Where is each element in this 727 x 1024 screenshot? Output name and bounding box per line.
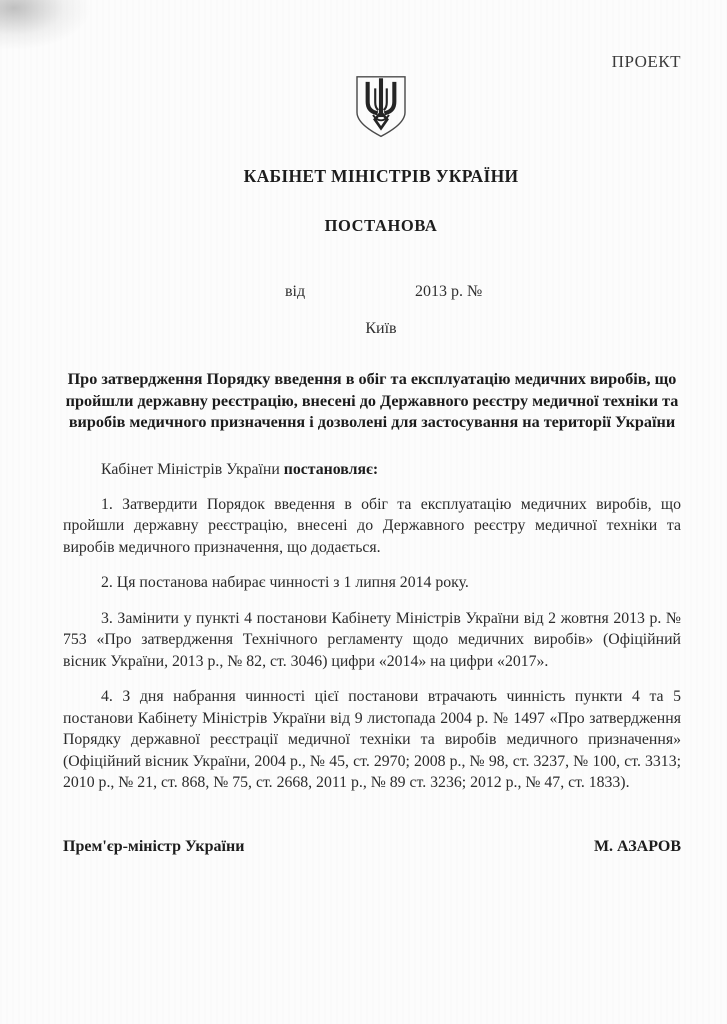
decree-paragraph-2: 2. Ця постанова набирає чинності з 1 липня 2014 року.: [101, 574, 469, 591]
preamble-lead: Кабінет Міністрів України: [101, 460, 284, 478]
issuer-name: КАБІНЕТ МІНІСТРІВ УКРАЇНИ: [243, 166, 519, 186]
date-line: [63, 283, 681, 303]
decree-paragraph-1: 1. Затвердити Порядок введення в обіг та експлуатацію медичних виробів, що пройшли державну реєстрацію, внесені до Державного реєстру медичної техніки та виробів медичного призначення, що додається.: [63, 495, 681, 556]
decree-title: Про затвердження Порядку введення в обіг та експлуатацію медичних виробів, що пройшли державну реєстрацію, внесені до Державного реєстру медичної техніки та виробів медичного призначення і дозволені для застосування на території України: [65, 370, 679, 431]
ukraine-trident-emblem: [352, 75, 410, 139]
city-label: Київ: [365, 320, 397, 337]
preamble: [63, 459, 681, 480]
signatory-position: Прем'єр-міністр України: [63, 837, 245, 855]
decree-paragraph-3: 3. Замінити у пункті 4 постанови Кабінету Міністрів України від 2 жовтня 2013 р. № 753 «Про затвердження Технічного регламенту щодо медичних виробів» (Офіційний вісник України, 2013 р., № 82, ст. 3046) цифри «2014» на цифри «2017».: [63, 609, 681, 670]
emblem-container: [63, 75, 681, 141]
preamble-verb: постановляє:: [283, 460, 379, 478]
decree-paragraph-4: 4. З дня набрання чинності цієї постанови втрачають чинність пункти 4 та 5 постанови Кабінету Міністрів України від 9 листопада 2004 р. № 1497 «Про затвердження Порядку державної реєстрації медичної техніки та виробів медичного призначення» (Офіційний вісник України, 2004 р., № 45, ст. 2970; 2008 р., № 98, ст. 3237, № 100, ст. 3313; 2010 р., № 21, ст. 868, № 75, ст. 2668, 2011 р., № 89 ст. 3236; 2012 р., № 47, ст. 1833).: [63, 688, 681, 791]
signatory-name: М. АЗАРОВ: [593, 837, 681, 855]
document-type: ПОСТАНОВА: [324, 216, 438, 235]
draft-label: ПРОЕКТ: [611, 52, 681, 71]
date-prefix: від: [285, 283, 306, 300]
signature-block: [63, 838, 681, 856]
decree-body: [63, 494, 681, 794]
date-and-number-placeholder: 2013 р. №: [415, 283, 483, 300]
